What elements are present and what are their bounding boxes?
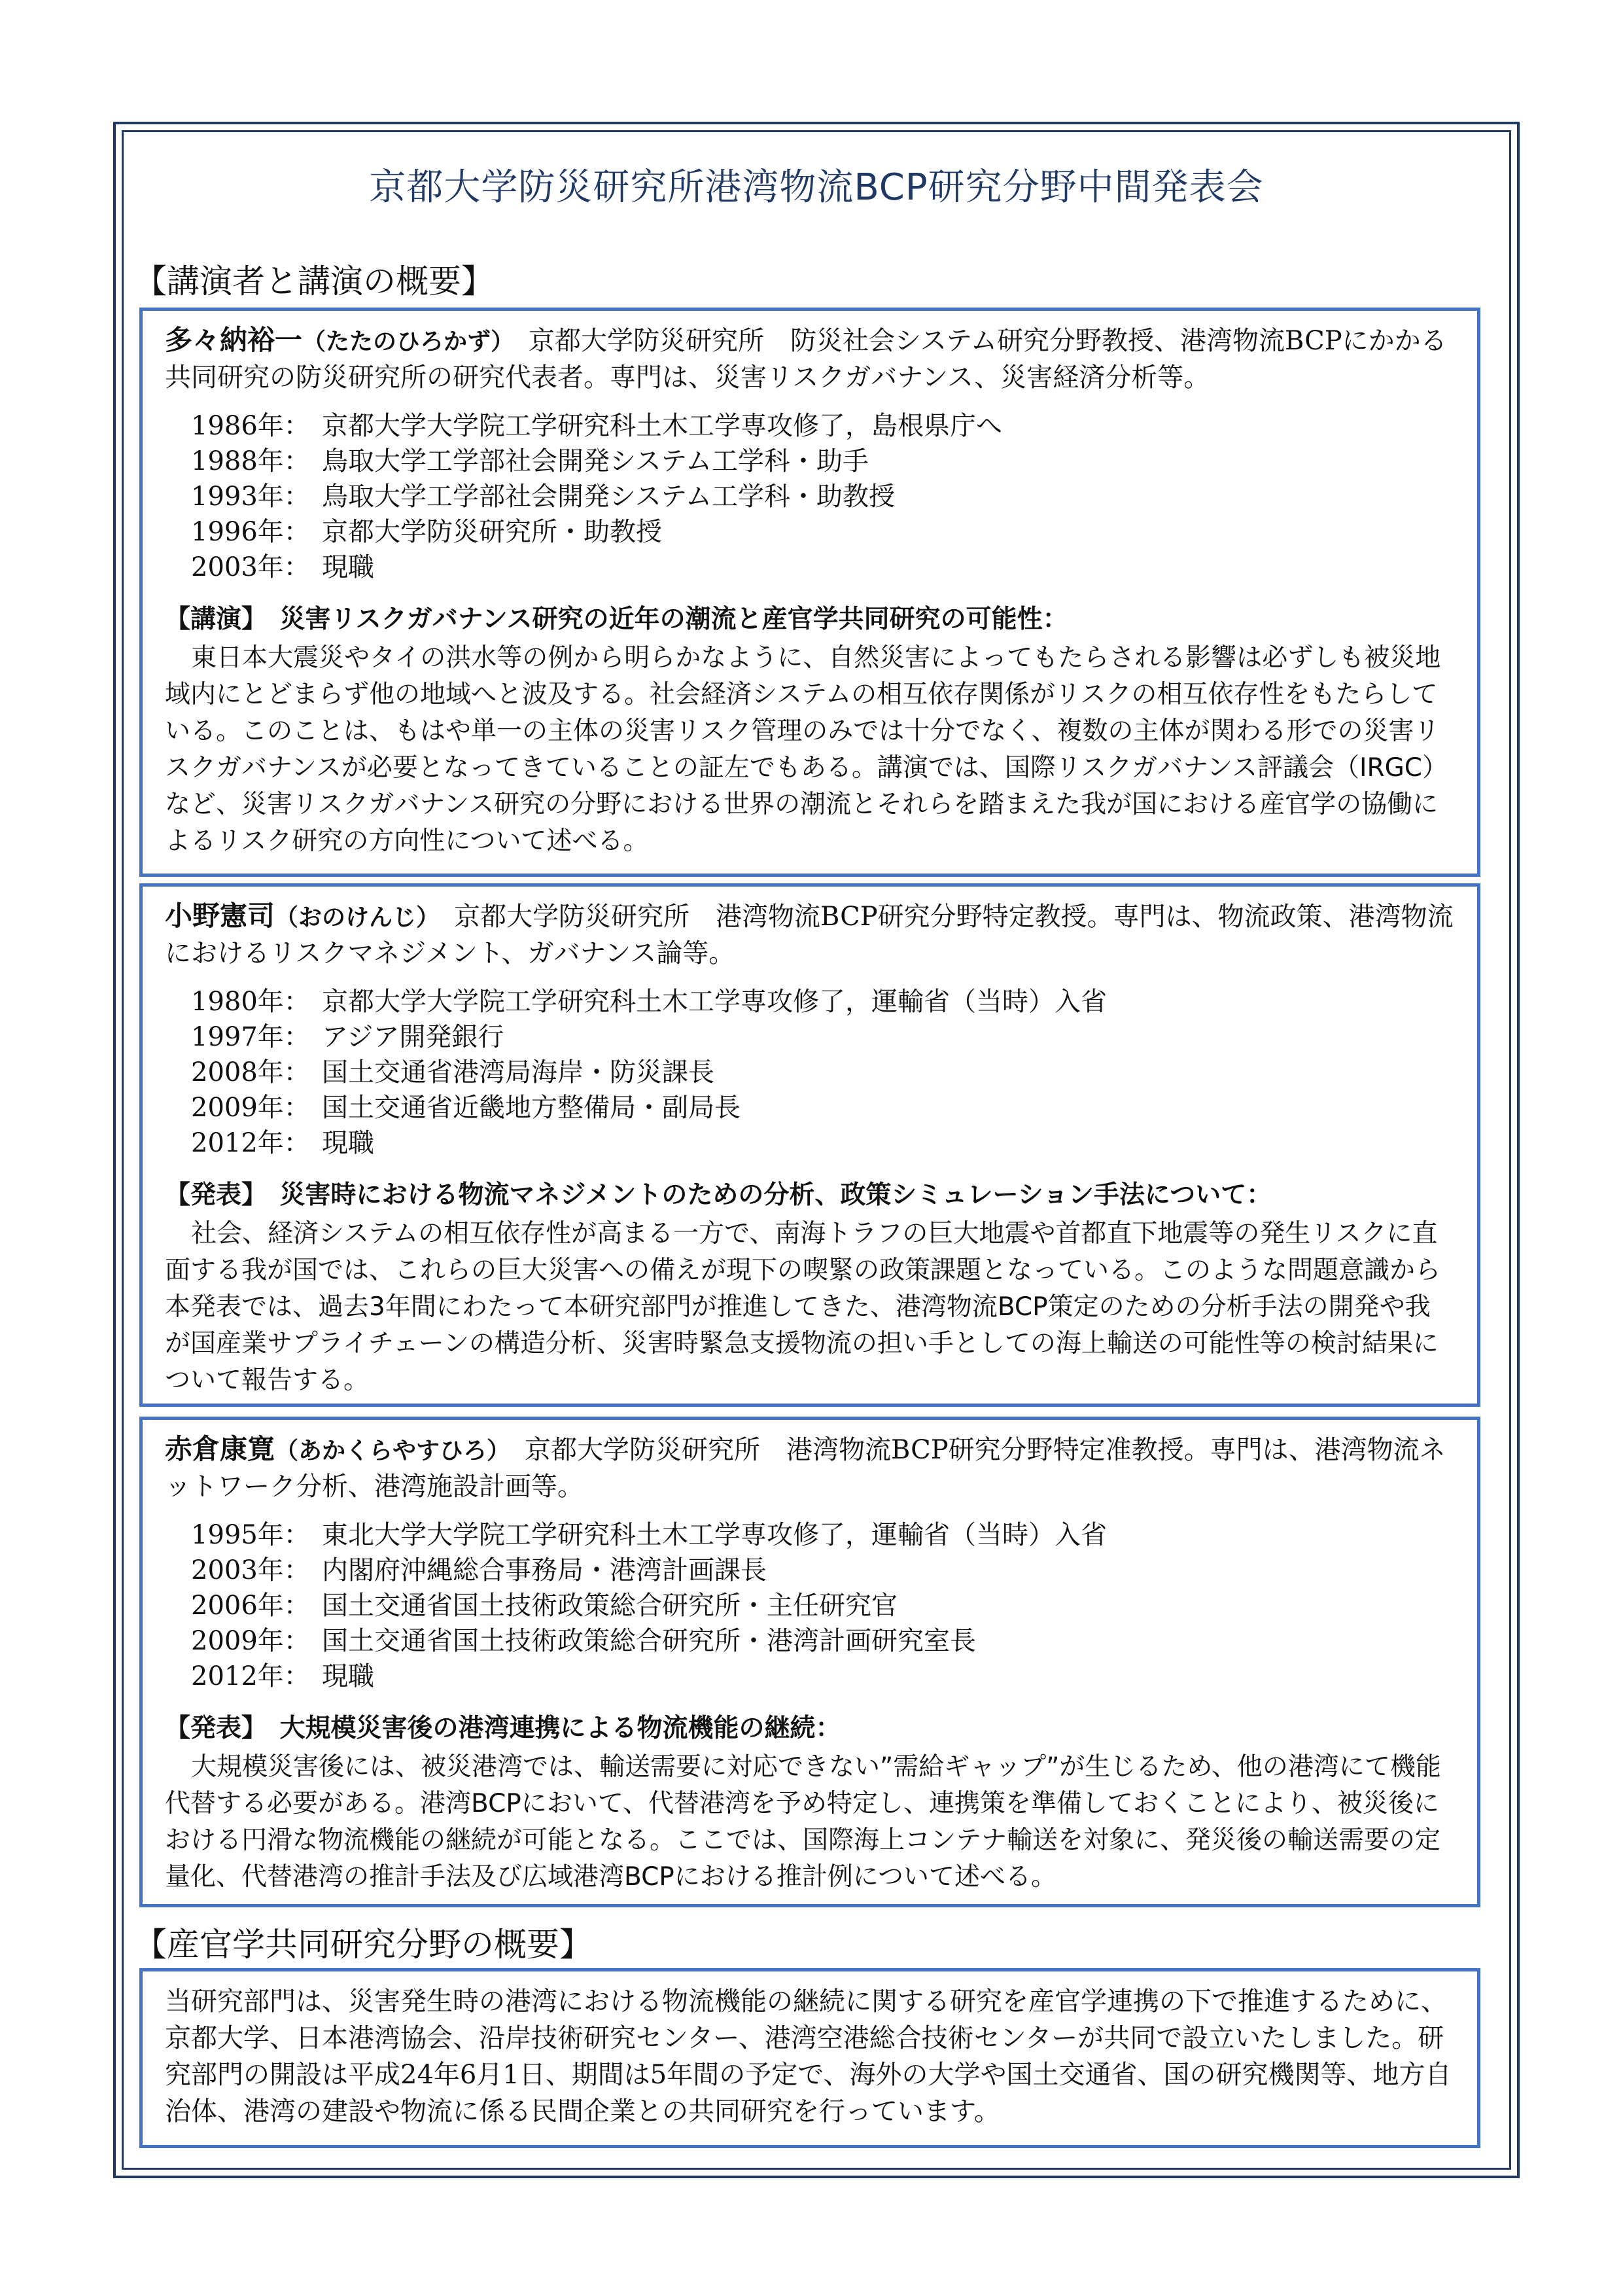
career-year: 1980年： [191, 987, 310, 1017]
career-item [191, 984, 1455, 1019]
speaker-name: 赤倉康寛 [165, 1433, 275, 1465]
career-year: 2008年： [191, 1057, 310, 1087]
career-item [191, 1553, 1455, 1588]
talk-label: 【発表】 [165, 1714, 254, 1743]
speaker-box-1 [139, 308, 1480, 877]
speaker-intro [165, 1432, 1455, 1504]
talk-title: 災害リスクガバナンス研究の近年の潮流と産官学共同研究の可能性： [279, 605, 1068, 634]
career-list [191, 984, 1455, 1161]
career-item [191, 444, 1455, 479]
career-year: 1988年： [191, 446, 310, 476]
career-year: 1986年： [191, 411, 310, 441]
career-item [191, 479, 1455, 514]
speaker-intro [165, 323, 1455, 395]
career-year: 2009年： [191, 1093, 310, 1123]
career-item [191, 1055, 1455, 1090]
speaker-kana: （たたのひろかず） [302, 328, 503, 355]
career-item [191, 1588, 1455, 1623]
talk-abstract: 大規模災害後には、被災港湾では、輸送需要に対応できない”需給ギャップ”が生じるため、他の港湾にて機能代替する必要がある。港湾BCPにおいて、代替港湾を予め特定し、連携策を準備しておくことにより、被災後における円滑な物流機能の継続が可能となる。ここでは、国際海上コンテナ輸送を対象に、発災後の輸送需要の定量化、代替港湾の推計手法及び広域港湾BCPにおける推計例について述べる。 [165, 1752, 1441, 1892]
career-year: 1997年： [191, 1022, 310, 1052]
career-item [191, 550, 1455, 585]
career-list [191, 1517, 1455, 1694]
speaker-box-2 [139, 883, 1480, 1407]
talk-label: 【講演】 [165, 605, 254, 634]
career-year: 2003年： [191, 552, 310, 582]
career-desc: 現職 [322, 1128, 374, 1158]
career-year: 1995年： [191, 1520, 310, 1550]
career-item [191, 1517, 1455, 1553]
speaker-bio: 京都大学防災研究所 港湾物流BCP研究分野特定准教授。専門は、港湾物流ネットワーク分析、港湾施設計画等。 [165, 1435, 1446, 1502]
speaker-name: 小野憲司 [165, 900, 275, 932]
page-title: 京都大学防災研究所港湾物流BCP研究分野中間発表会 [369, 166, 1264, 209]
career-desc: 国土交通省国土技術政策総合研究所・主任研究官 [322, 1591, 898, 1621]
career-desc: 鳥取大学工学部社会開発システム工学科・助教授 [322, 482, 895, 512]
career-year: 2012年： [191, 1661, 310, 1691]
talk-heading [165, 1178, 1455, 1213]
talk-abstract: 社会、経済システムの相互依存性が高まる一方で、南海トラフの巨大地震や首都直下地震等の発生リスクに直面する我が国では、これらの巨大災害への備えが現下の喫緊の政策課題となっている。このような問題意識から本発表では、過去3年間にわたって本研究部門が推進してきた、港湾物流BCP策定のための分析手法の開発や我が国産業サプライチェーンの構造分析、災害時緊急支援物流の担い手としての海上輸送の可能性等の検討結果について報告する。 [165, 1219, 1441, 1395]
career-year: 1996年： [191, 517, 310, 547]
career-year: 2006年： [191, 1591, 310, 1621]
overview-box [139, 1968, 1480, 2148]
talk-heading [165, 602, 1455, 637]
talk-abstract: 東日本大震災やタイの洪水等の例から明らかなように、自然災害によってもたらされる影響は必ずしも被災地域内にとどまらず他の地域へと波及する。社会経済システムの相互依存関係がリスクの相互依存性をもたらしている。このことは、もはや単一の主体の災害リスク管理のみでは十分でなく、複数の主体が関わる形での災害リスクガバナンスが必要となってきていることの証左でもある。講演では、国際リスクガバナンス評議会（IRGC）など、災害リスクガバナンス研究の分野における世界の潮流とそれらを踏まえた我が国における産官学の協働によるリスク研究の方向性について述べる。 [165, 643, 1448, 856]
speaker-kana: （あかくらやすひろ） [275, 1438, 499, 1464]
career-item [191, 1623, 1455, 1659]
career-desc: 鳥取大学工学部社会開発システム工学科・助手 [322, 446, 869, 476]
speaker-kana: （おのけんじ） [275, 904, 428, 931]
talk-title: 大規模災害後の港湾連携による物流機能の継続： [279, 1714, 841, 1743]
talk-label: 【発表】 [165, 1180, 254, 1210]
career-item [191, 1125, 1455, 1161]
career-desc: 現職 [322, 1661, 374, 1691]
speaker-name: 多々納裕一 [165, 324, 303, 356]
career-desc: 内閣府沖縄総合事務局・港湾計画課長 [322, 1555, 767, 1585]
speakers-heading: 【講演者と講演の概要】 [134, 262, 494, 300]
career-year: 2009年： [191, 1626, 310, 1656]
speaker-bio: 京都大学防災研究所 港湾物流BCP研究分野特定教授。専門は、物流政策、港湾物流におけるリスクマネジメント、ガバナンス論等。 [165, 902, 1454, 968]
career-desc: 現職 [322, 552, 374, 582]
career-item [191, 514, 1455, 550]
career-desc: 京都大学大学院工学研究科土木工学専攻修了，運輸省（当時）入省 [322, 987, 1107, 1017]
overview-text: 当研究部門は、災害発生時の港湾における物流機能の継続に関する研究を産官学連携の下で推進するために、京都大学、日本港湾協会、沿岸技術研究センター、港湾空港総合技術センターが共同で設立いたしました。研究部門の開設は平成24年6月1日、期間は5年間の予定で、海外の大学や国土交通省、国の研究機関等、地方自治体、港湾の建設や物流に係る民間企業との共同研究を行っています。 [165, 1987, 1452, 2127]
career-item [191, 1019, 1455, 1055]
talk-heading [165, 1711, 1455, 1746]
career-desc: 国土交通省国土技術政策総合研究所・港湾計画研究室長 [322, 1626, 976, 1656]
speaker-intro [165, 898, 1455, 971]
career-desc: 国土交通省近畿地方整備局・副局長 [322, 1093, 741, 1123]
talk-title: 災害時における物流マネジメントのための分析、政策シミュレーション手法について： [279, 1180, 1272, 1210]
career-desc: 京都大学大学院工学研究科土木工学専攻修了，島根県庁へ [322, 411, 1002, 441]
speaker-bio: 京都大学防災研究所 防災社会システム研究分野教授、港湾物流BCPにかかる共同研究の防災研究所の研究代表者。専門は、災害リスクガバナンス、災害経済分析等。 [165, 326, 1447, 393]
career-desc: アジア開発銀行 [322, 1022, 504, 1052]
career-desc: 京都大学防災研究所・助教授 [322, 517, 662, 547]
overview-heading: 【産官学共同研究分野の概要】 [134, 1926, 592, 1964]
career-year: 1993年： [191, 482, 310, 512]
career-list [191, 408, 1455, 585]
career-desc: 東北大学大学院工学研究科土木工学専攻修了，運輸省（当時）入省 [322, 1520, 1107, 1550]
career-year: 2003年： [191, 1555, 310, 1585]
career-year: 2012年： [191, 1128, 310, 1158]
career-item [191, 1659, 1455, 1694]
career-desc: 国土交通省港湾局海岸・防災課長 [322, 1057, 714, 1087]
speaker-box-3 [139, 1417, 1480, 1907]
career-item [191, 408, 1455, 444]
career-item [191, 1090, 1455, 1125]
